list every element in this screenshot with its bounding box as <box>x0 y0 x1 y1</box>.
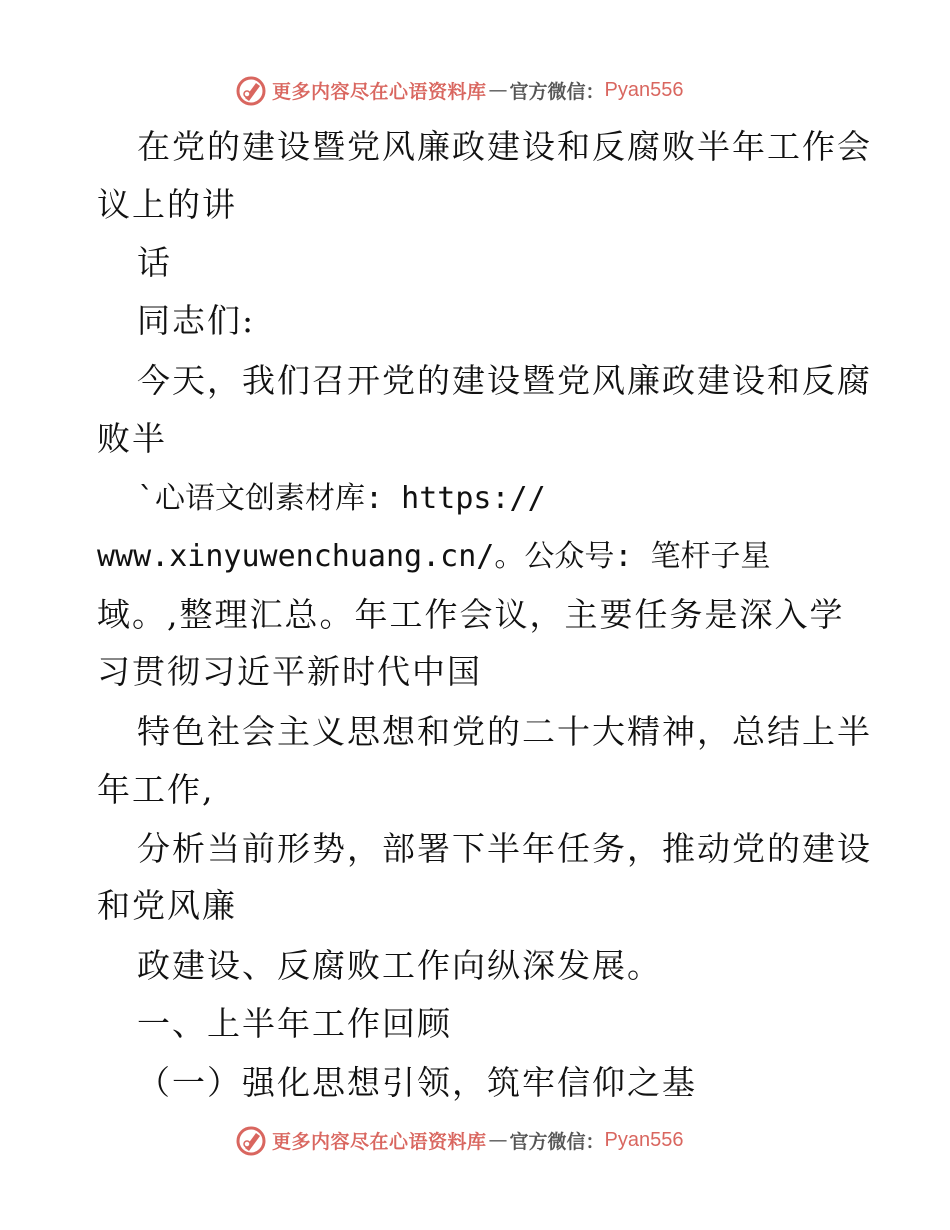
paragraph-line: www.xinyuwenchuang.cn/。公众号: 笔杆子星 <box>97 539 771 574</box>
banner-text: 更多内容尽在心语资料库 <box>272 80 487 103</box>
section-subheading: （一）强化思想引领，筑牢信仰之基 <box>137 1063 697 1102</box>
paragraph-line: 特色社会主义思想和党的二十大精神，总结上半 <box>137 712 872 751</box>
paragraph-line: 政建设、反腐败工作向纵深发展。 <box>137 946 662 985</box>
title-line: 话 <box>137 243 172 282</box>
banner-wechat-id: Pyan556 <box>604 1128 684 1151</box>
paragraph-line: 败半 <box>97 419 167 458</box>
paragraph-line: 域。,整理汇总。年工作会议，主要任务是深入学 <box>97 595 845 634</box>
header-banner <box>234 70 684 110</box>
banner-separator: — <box>488 79 508 101</box>
paragraph-line: 和党风廉 <box>97 886 237 925</box>
salutation: 同志们: <box>137 301 256 340</box>
banner-wechat-id: Pyan556 <box>604 78 684 101</box>
title-line: 在党的建设暨党风廉政建设和反腐败半年工作会 <box>137 127 872 166</box>
pen-logo-icon <box>234 1123 268 1157</box>
banner-separator: — <box>488 1129 508 1151</box>
section-heading: 一、上半年工作回顾 <box>137 1004 452 1043</box>
pen-logo-icon <box>234 73 268 107</box>
footer-banner <box>234 1120 684 1160</box>
paragraph-line: `心语文创素材库: https:// <box>137 481 546 516</box>
banner-text: 更多内容尽在心语资料库 <box>272 1130 487 1153</box>
title-line: 议上的讲 <box>97 185 237 224</box>
banner-wechat-label: 官方微信： <box>509 80 605 103</box>
banner-wechat-label: 官方微信： <box>509 1130 605 1153</box>
paragraph-line: 习贯彻习近平新时代中国 <box>97 652 482 691</box>
paragraph-line: 分析当前形势，部署下半年任务，推动党的建设 <box>137 829 872 868</box>
paragraph-line: 今天，我们召开党的建设暨党风廉政建设和反腐 <box>137 361 872 400</box>
paragraph-line: 年工作, <box>97 770 215 809</box>
